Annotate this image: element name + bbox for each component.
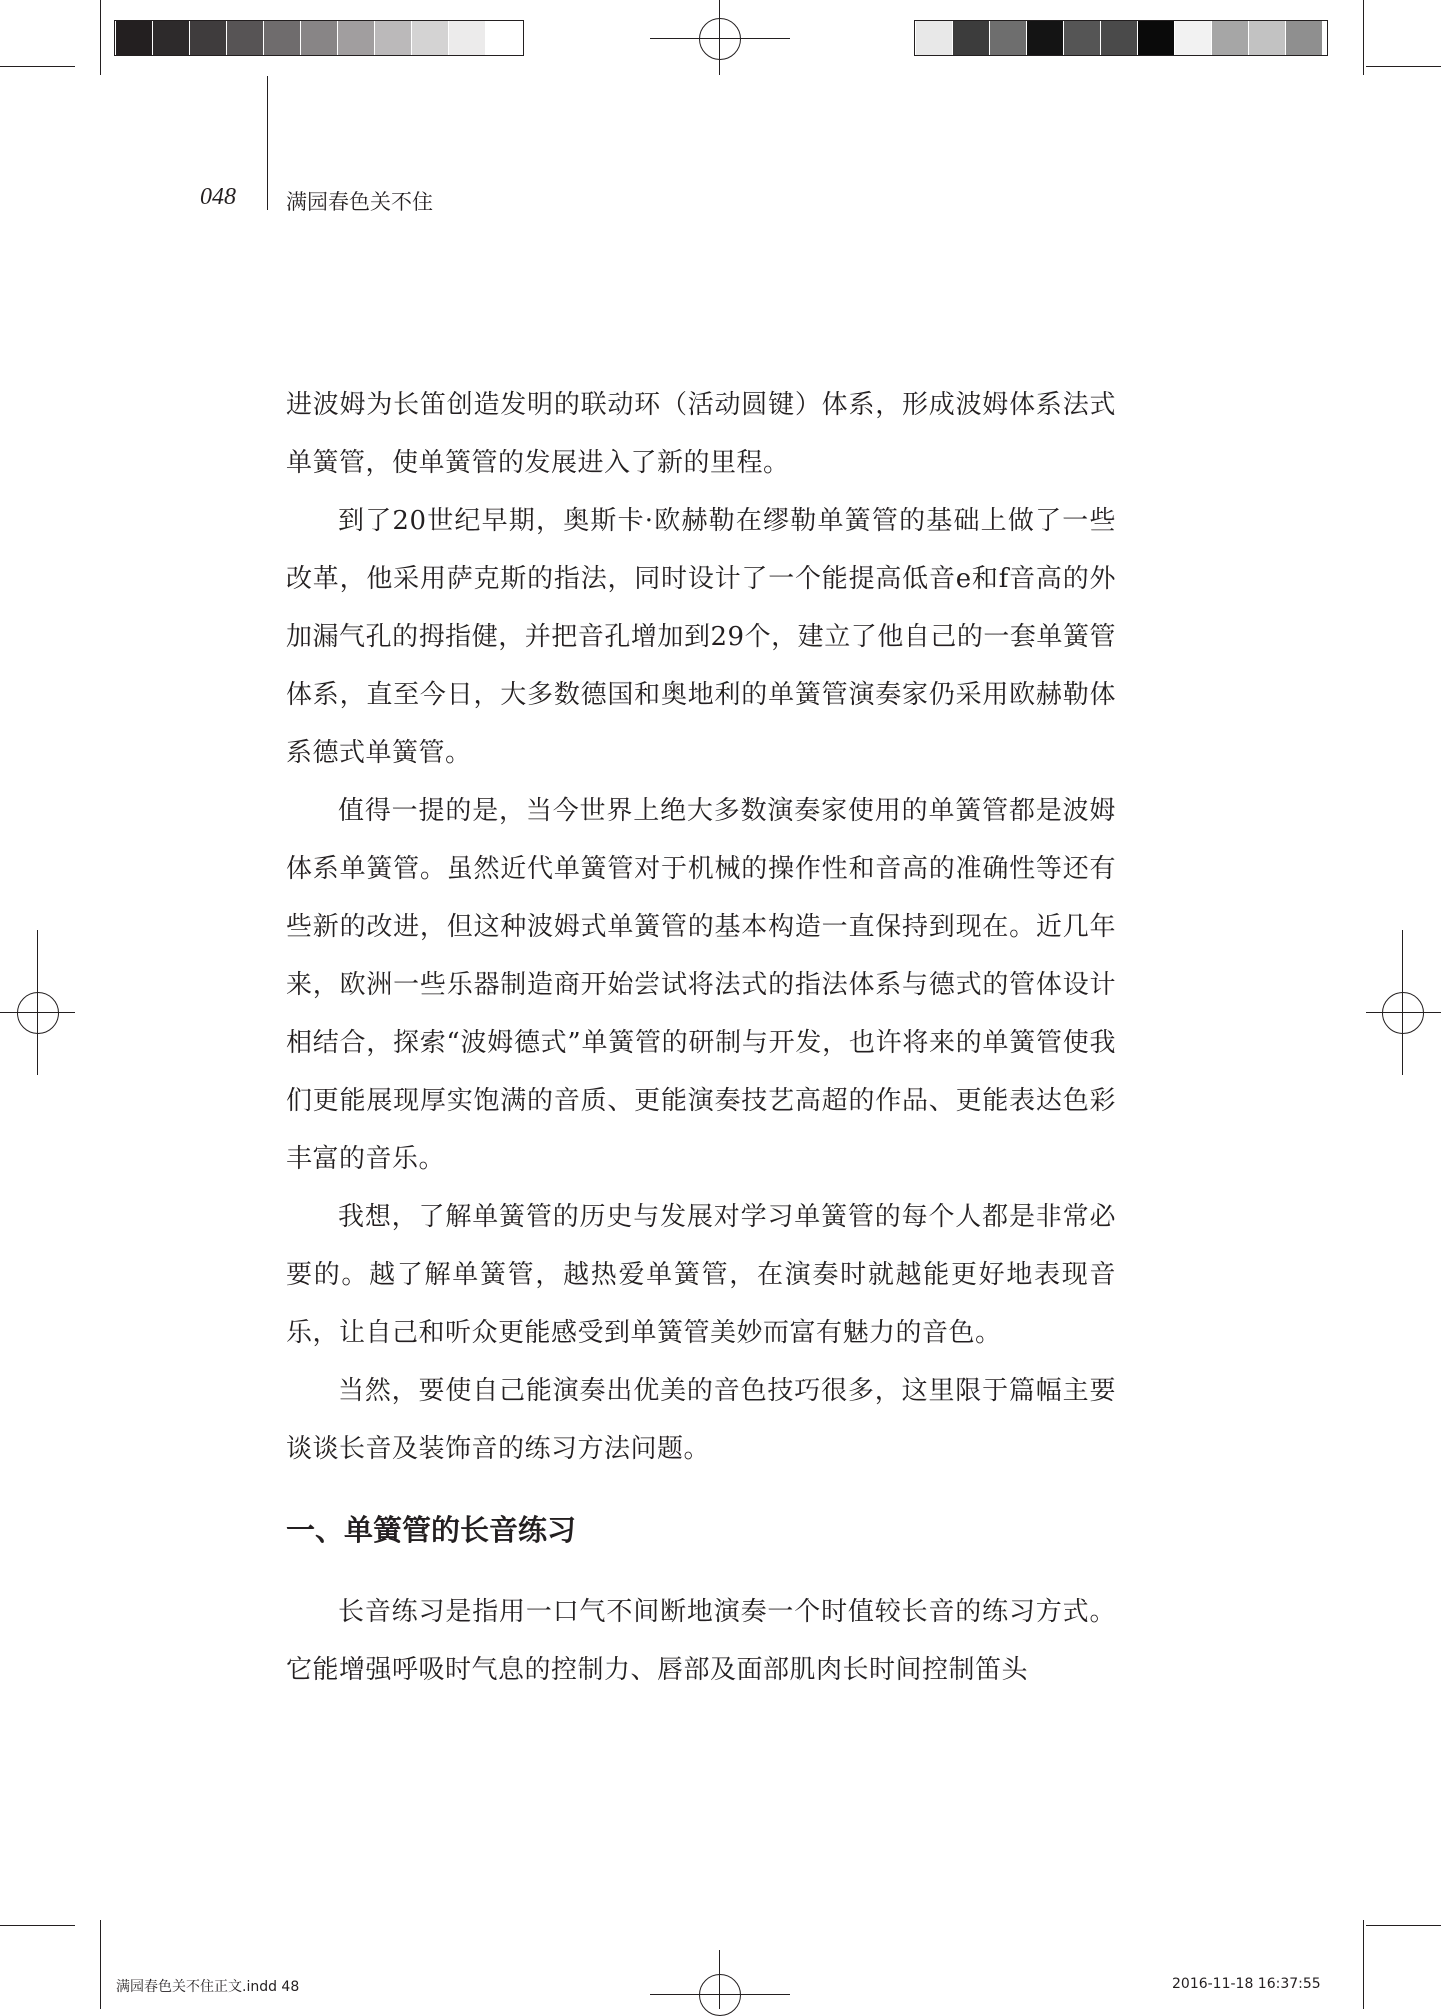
color-swatch <box>449 21 485 55</box>
color-swatch <box>412 21 448 55</box>
paragraph: 当然，要使自己能演奏出优美的音色技巧很多，这里限于篇幅主要谈谈长音及装饰音的练习方法问题。 <box>286 1376 1116 1464</box>
color-swatch <box>338 21 374 55</box>
header-divider <box>267 76 268 210</box>
color-swatch <box>264 21 300 55</box>
paragraph: 长音练习是指用一口气不间断地演奏一个时值较长音的练习方式。它能增强呼吸时气息的控制力、唇部及面部肌肉长时间控制笛头 <box>286 1597 1116 1685</box>
color-swatch <box>916 21 952 55</box>
color-swatch <box>1101 21 1137 55</box>
color-swatch <box>1138 21 1174 55</box>
section-heading: 一、单簧管的长音练习 <box>286 1513 577 1547</box>
color-swatch <box>375 21 411 55</box>
color-swatch <box>153 21 189 55</box>
footer-timestamp: 2016-11-18 16:37:55 <box>1172 1976 1321 1992</box>
color-swatch <box>116 21 152 55</box>
paragraph: 到了20世纪早期，奥斯卡·欧赫勒在缪勒单簧管的基础上做了一些改革，他采用萨克斯的指法，同时设计了一个能提高低音e和f音高的外加漏气孔的拇指健，并把音孔增加到29个，建立了他自己的一套单簧管体系，直至今日，大多数德国和奥地利的单簧管演奏家仍采用欧赫勒体系德式单簧管。 <box>286 506 1116 768</box>
paragraph: 我想，了解单簧管的历史与发展对学习单簧管的每个人都是非常必要的。越了解单簧管，越热爱单簧管，在演奏时就越能更好地表现音乐，让自己和听众更能感受到单簧管美妙而富有魅力的音色。 <box>286 1202 1116 1348</box>
paragraph: 值得一提的是，当今世界上绝大多数演奏家使用的单簧管都是波姆体系单簧管。虽然近代单簧管对于机械的操作性和音高的准确性等还有些新的改进，但这种波姆式单簧管的基本构造一直保持到现在。近几年来，欧洲一些乐器制造商开始尝试将法式的指法体系与德式的管体设计相结合，探索“波姆德式”单簧管的研制与开发，也许将来的单簧管使我们更能展现厚实饱满的音质、更能演奏技艺高超的作品、更能表达色彩丰富的音乐。 <box>286 796 1116 1174</box>
color-swatch <box>1175 21 1211 55</box>
footer-file-name: 满园春色关不住正文.indd 48 <box>116 1979 300 1995</box>
page-number: 048 <box>200 184 236 210</box>
color-swatch <box>486 21 522 55</box>
section-body-text <box>286 1583 1116 1699</box>
color-swatch <box>1212 21 1248 55</box>
color-swatch <box>301 21 337 55</box>
color-swatch <box>1027 21 1063 55</box>
color-swatch <box>1249 21 1285 55</box>
color-swatch <box>953 21 989 55</box>
body-text <box>286 376 1116 1478</box>
color-swatch <box>990 21 1026 55</box>
color-swatch <box>227 21 263 55</box>
color-swatch <box>1286 21 1322 55</box>
color-swatch <box>190 21 226 55</box>
running-header-title: 满园春色关不住 <box>286 190 433 214</box>
paragraph: 进波姆为长笛创造发明的联动环（活动圆键）体系，形成波姆体系法式单簧管，使单簧管的发展进入了新的里程。 <box>286 390 1116 478</box>
color-swatch <box>1064 21 1100 55</box>
